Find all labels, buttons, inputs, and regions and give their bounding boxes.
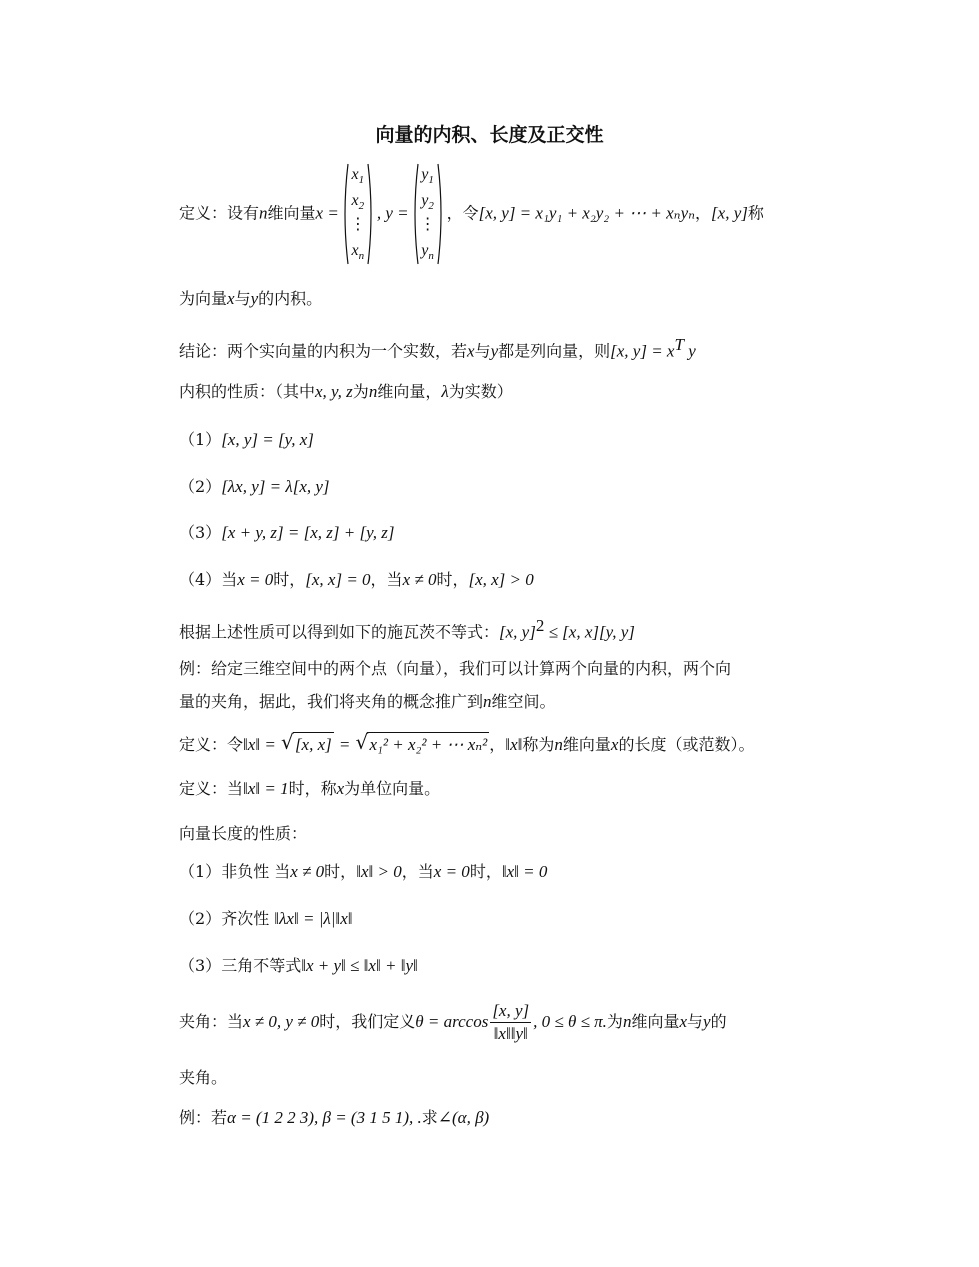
column-vector-y bbox=[411, 162, 445, 266]
example-2: 例：若α = (1 2 2 3), β = (3 1 5 1), .求∠(α, β) bbox=[179, 1108, 490, 1127]
def-tail: 称 bbox=[747, 203, 764, 223]
norm-properties-title: 向量长度的性质： bbox=[179, 824, 308, 843]
angle-fraction: $\frac{[x, y]}{‖x‖‖y‖}$ bbox=[492, 1001, 530, 1043]
angle-definition: 夹角：当x ≠ 0, y ≠ 0时，我们定义θ = arccos $\frac{[x, y]}{‖x‖‖y‖}$ , 0 ≤ θ ≤ π.为n维向量x与y的 bbox=[179, 1001, 727, 1043]
properties-intro: 内积的性质：（其中x, y, z为n维向量，λ为实数） bbox=[179, 382, 513, 401]
vector-x-ellipsis: ⋮ bbox=[349, 216, 366, 233]
norm-property-2: （2）齐次性 ‖λx‖ = |λ|‖x‖ bbox=[179, 909, 353, 928]
property-4: （4）当x = 0时，[x, x] = 0，当x ≠ 0时，[x, x] > 0 bbox=[179, 570, 534, 589]
inner-product-formula: [x, y] = x₁y₁ + x₂y₂ + ⋯ + xₙyₙ bbox=[478, 203, 696, 223]
norm-property-3: （3）三角不等式‖x + y‖ ≤ ‖x‖ + ‖y‖ bbox=[179, 956, 418, 975]
unit-vector-definition: 定义：当‖x‖ = 1时，称x为单位向量。 bbox=[179, 779, 441, 798]
column-vector-x bbox=[341, 162, 375, 266]
conclusion-line: 结论：两个实向量的内积为一个实数，若x与y都是列向量，则[x, $y] = x^T$ y bbox=[179, 335, 696, 361]
inner-product-definition-cont: 为向量x与y的内积。 bbox=[179, 289, 323, 308]
inner-product-bracket: [x, y] bbox=[711, 203, 748, 223]
y-equals: , y = bbox=[376, 203, 409, 223]
transpose-formula: [x, y] = x bbox=[610, 341, 675, 361]
example-1-line-1: 例：给定三维空间中的两个点（向量），我们可以计算两个向量的内积，两个向 bbox=[179, 659, 732, 678]
var-n: n bbox=[259, 203, 268, 223]
document-title: 向量的内积、长度及正交性 bbox=[375, 124, 604, 146]
sqrt-sum-of-squares: √ x₁² + x₂² + ⋯ xₙ² bbox=[355, 732, 489, 757]
sqrt-inner-product: √ [x, x] bbox=[281, 732, 334, 757]
def-prefix: 定义：设有 bbox=[179, 203, 260, 223]
example-1-line-2: 量的夹角，据此，我们将夹角的概念推广到n维空间。 bbox=[179, 692, 556, 711]
inner-product-definition: 定义：设有n维向量x = $x_1$ $x_2$ ⋮ $x_n$ , y = $y_1$ $y_2$ ⋮ $y_n$ ，令[x, y] = x₁y₁ + x₂y₂ + ⋯ + xₙyₙ，[x, y]称 bbox=[179, 162, 764, 266]
schwarz-inequality: 根据上述性质可以得到如下的施瓦茨不等式：[x, y]$^2$ ≤ [x, x][y, y] bbox=[179, 616, 635, 642]
vector-y-entry-n: $y_n$ bbox=[421, 242, 434, 263]
vector-x-entry-2: $x_2$ bbox=[351, 192, 365, 213]
norm-property-1: （1）非负性 当x ≠ 0时，‖x‖ > 0，当x = 0时，‖x‖ = 0 bbox=[179, 862, 548, 881]
vector-y-entry-2: $y_2$ bbox=[421, 192, 434, 213]
vector-y-entry-1: $y_1$ bbox=[421, 166, 434, 187]
def-ling: ，令 bbox=[446, 203, 479, 223]
vector-y-ellipsis: ⋮ bbox=[419, 216, 436, 233]
property-1: （1）[x, y] = [y, x] bbox=[179, 430, 314, 449]
property-2: （2）[λx, y] = λ[x, y] bbox=[179, 477, 330, 496]
angle-definition-cont: 夹角。 bbox=[179, 1068, 228, 1087]
property-3: （3）[x + y, z] = [x, z] + [y, z] bbox=[179, 523, 395, 542]
x-equals: x = bbox=[315, 203, 339, 223]
vector-x-entry-n: $x_n$ bbox=[351, 242, 365, 263]
def-mid-text: 维向量 bbox=[267, 203, 316, 223]
norm-definition: 定义：令‖x‖ = √ [x, x] = √ x₁² + x₂² + ⋯ xₙ² ，‖x‖称为n维向量x的长度（或范数）。 bbox=[179, 732, 754, 757]
vector-x-entry-1: $x_1$ bbox=[351, 166, 365, 187]
